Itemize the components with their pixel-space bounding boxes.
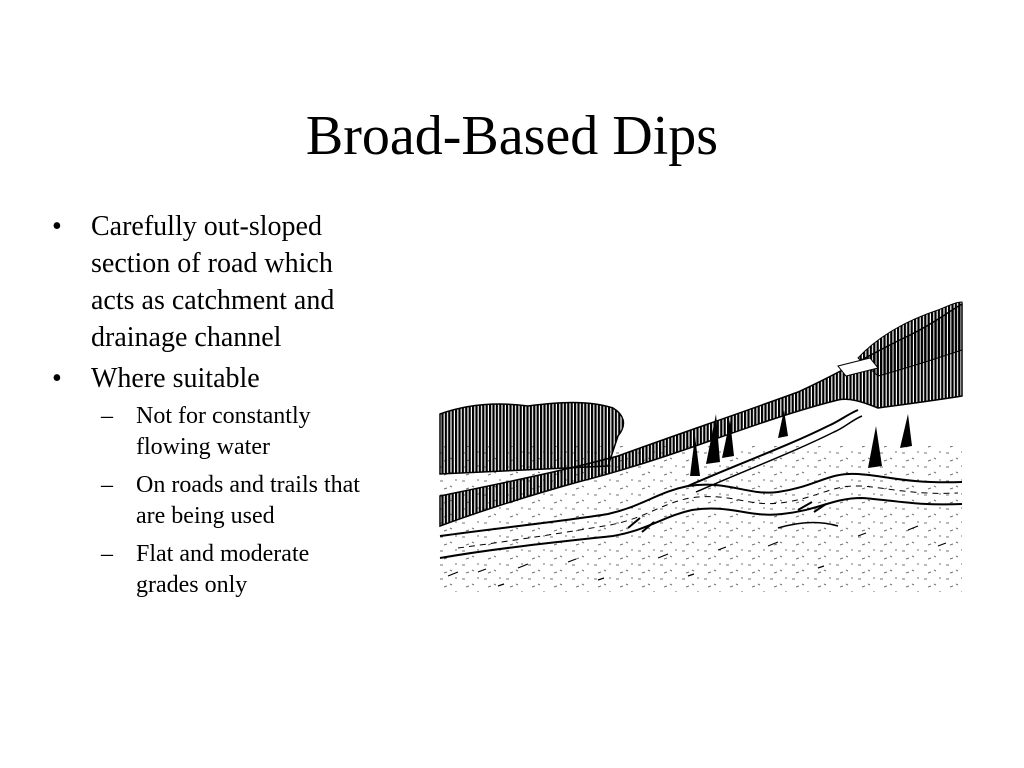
meadow-texture <box>440 446 962 592</box>
sub-bullet-marker: – <box>101 403 113 429</box>
broad-based-dip-illustration <box>438 296 964 592</box>
sub-bullet-item <box>91 401 362 463</box>
slide-title: Broad-Based Dips <box>305 105 719 167</box>
bullet-item <box>52 208 362 356</box>
sub-bullet-list <box>91 401 362 601</box>
sub-bullet-text: Not for constantly flowing water <box>136 403 311 460</box>
sub-bullet-text: On roads and trails that are being used <box>136 472 360 529</box>
sub-bullet-marker: – <box>101 472 113 498</box>
bullet-marker: • <box>52 211 62 242</box>
sub-bullet-item <box>91 470 362 532</box>
bullet-item <box>52 360 362 601</box>
sub-bullet-text: Flat and moderate grades only <box>136 541 310 598</box>
bullet-text: Carefully out-sloped section of road which acts as catchment and drainage channel <box>91 211 335 353</box>
sub-bullet-marker: – <box>101 541 113 567</box>
bullet-text: Where suitable <box>91 363 260 394</box>
bullet-list <box>52 208 362 608</box>
bullet-marker: • <box>52 363 62 394</box>
sub-bullet-item <box>91 539 362 601</box>
